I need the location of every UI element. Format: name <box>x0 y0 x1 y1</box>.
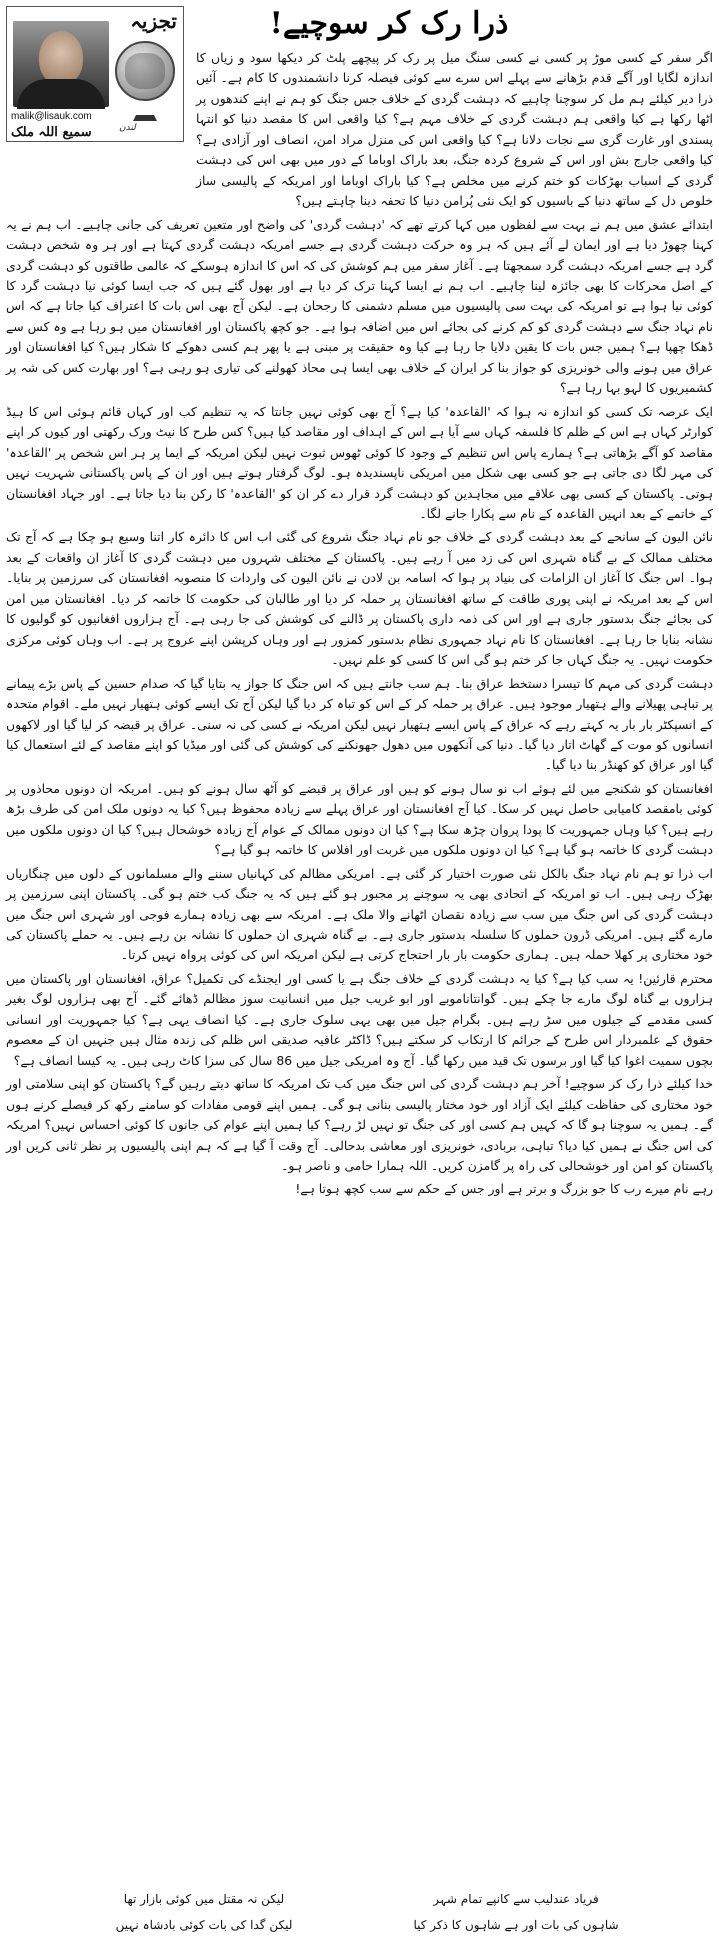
verse-row <box>60 1886 660 1912</box>
article-paragraph: نائن الیون کے سانحے کے بعد دہشت گردی کے خلاف جو نام نہاد جنگ شروع کی گئی اب اس کا دائرہ کار اتنا وسیع ہو چکا ہے کہ آج تک مختلف ممالک کے بے گناہ شہری اس کی زد میں آ رہے ہیں۔ پاکستان کے مختلف شہروں میں دہشت گردی کا آغاز ان واقعات کے بعد ہوا۔ اس جنگ کا آغاز ان الزامات کی بنیاد پر ہوا کہ اسامہ بن لادن نے نائن الیون کی واردات کا منصوبہ افغانستان کی سرزمین پر بنایا۔ اس کے بعد امریکہ نے اپنی پوری طاقت کے ساتھ افغانستان پر حملہ کر دیا اور طالبان کی حکومت کا خاتمہ کر دیا۔ افغانستان میں امن کی بجائے جنگ بدستور جاری ہے اور اس کی ذمہ داری پاکستان پر ڈالنے کی کوشش کی جا رہی ہے۔ آج ہزاروں افغانیوں کو گولیوں کا نشانہ بنایا جا رہا ہے۔ افغانستان کا نام نہاد جمہوری نظام بدستور کمزور ہے اور وہاں کرپشن اپنے عروج پر ہے۔ اب وہاں کوئی مرکزی حکومت نہیں۔ یہ جنگ کہاں جا کر ختم ہو گی اس کا کسی کو علم نہیں۔ <box>6 529 713 668</box>
section-tag: تجزیہ <box>130 9 177 33</box>
article-paragraph: اب ذرا تو ہم نام نہاد جنگ بالکل نئی صورت اختیار کر گئی ہے۔ امریکی مظالم کی کہانیاں سننے والے مسلمانوں کے دلوں میں چنگاریاں بھڑک رہی ہیں۔ اب تو امریکہ کے اتحادی بھی یہ سوچنے پر مجبور ہو گئے ہیں کہ یہ جنگ کب ختم ہو گی۔ پاکستان اپنی سرزمین پر دہشت گردی کی اس جنگ میں سب سے زیادہ نقصان اٹھانے والا ملک ہے۔ امریکہ سے بھی زیادہ ہمارے فوجی اور شہری اس جنگ میں مارے گئے ہیں۔ امریکی ڈرون حملوں کا سلسلہ بدستور جاری ہے۔ بے گناہ شہری ان حملوں کا نشانہ بن رہے ہیں۔ یہ حملے پاکستان کی خود مختاری پر کھلا حملہ ہیں۔ ہماری حکومت بار بار احتجاج کرتی ہے لیکن امریکہ اس کی کوئی پرواہ نہیں کرتا۔ <box>6 865 713 963</box>
article-closing: رہے نام میرے رب کا جو بزرگ و برتر ہے اور جس کے حکم سے سب کچھ ہوتا ہے! <box>295 1181 713 1197</box>
closing-verse <box>60 1886 660 1938</box>
page-title: ذرا رک کر سوچیے! <box>269 6 509 41</box>
verse-line: لیکن نہ مقتل میں کوئی بازار تھا <box>123 1892 285 1906</box>
article-paragraph: خدا کیلئے ذرا رک کر سوچیے! آخر ہم دہشت گردی کی اس جنگ میں کب تک امریکہ کا ساتھ دیتے رہیں گے؟ پاکستان کو اپنی سلامتی اور خود مختاری کی حفاظت کیلئے ایک آزاد اور خود مختار پالیسی بنانی ہو گی۔ ہمیں اپنے قومی مفادات کو سامنے رکھ کر فیصلے کرنے ہوں گے۔ ہمیں یہ سوچنا ہو گا کہ کہیں ہم کسی اور کی جنگ تو نہیں لڑ رہے؟ کیا ہمیں اپنے عوام کی جانوں کا کوئی احساس نہیں؟ امریکہ کی اس جنگ نے ہمیں کیا دیا؟ تباہی، بربادی، خونریزی اور معاشی بدحالی۔ آج وقت آ گیا ہے کہ ہم اپنی پالیسیوں پر نظر ثانی کریں اور پاکستان کو امن اور خوشحالی کی راہ پر گامزن کریں۔ اللہ ہمارا حامی و ناصر ہو۔ <box>6 1076 713 1174</box>
author-name: سمیع اللہ ملک <box>11 125 92 140</box>
article-paragraph: افغانستان کو شکنجے میں لئے ہوئے اب نو سال ہونے کو ہیں اور عراق پر قبضے کو آٹھ سال ہونے کو ہیں۔ امریکہ ان دونوں محاذوں پر کوئی بامقصد کامیابی حاصل نہیں کر سکا۔ کیا آج افغانستان اور عراق پہلے سے زیادہ محفوظ ہیں؟ کیا یہ دونوں ملک امن کی طرف بڑھ رہے ہیں؟ کیا وہاں جمہوریت کا پودا پروان چڑھ سکا ہے؟ کیا ان دونوں ممالک کے عوام آج زیادہ خوشحال ہیں؟ کیا ان دونوں ملکوں میں دہشت گردی کا خاتمہ ہو گیا ہے؟ کیا ان دونوں ملکوں میں غربت اور افلاس کا خاتمہ ہو گیا ہے؟ <box>6 780 713 858</box>
article-paragraph: دہشت گردی کی مہم کا تیسرا دستخط عراق بنا۔ ہم سب جانتے ہیں کہ اس جنگ کا جواز یہ بتایا گیا کہ صدام حسین کے پاس بڑے پیمانے پر تباہی پھیلانے والے ہتھیار موجود ہیں۔ عراق پر حملہ کر کے اس کو تباہ کر دیا گیا لیکن آج تک ایسے کوئی ہتھیار نہیں ملے۔ اقوام متحدہ کے انسپکٹر بار بار یہ کہتے رہے کہ عراق کے پاس ایسے ہتھیار نہیں لیکن امریکہ نے کسی کی نہ سنی۔ عراق پر قبضہ کر لیا گیا اور لاکھوں انسانوں کو موت کے گھاٹ اتار دیا گیا۔ دنیا کی آنکھوں میں دھول جھونکنے کی کوشش کی گئی اور میڈیا کو اپنے مقاصد کے لئے استعمال کیا گیا اور عراق کو کھنڈر بنا دیا گیا۔ <box>6 675 713 773</box>
article-paragraph: ایک عرصہ تک کسی کو اندازہ نہ ہوا کہ 'القاعدہ' کیا ہے؟ آج بھی کوئی نہیں جانتا کہ یہ تنظیم کب اور کہاں قائم ہوئی اس کا ہیڈ کوارٹر کہاں ہے اس کے ظلم کا فلسفہ کہاں سے آیا ہے اس کے اہداف اور مقاصد کیا ہیں؟ کس طرح کا نیٹ ورک رکھتی اور کیوں کر اپنے مقاصد کو آگے بڑھاتی ہے؟ ہمارے پاس اس تنظیم کے وجود کا کوئی ٹھوس ثبوت نہیں لیکن امریکہ کے ایما پر ہر اس شخص پر 'القاعدہ' کی مہر لگا دی جاتی ہے جو کسی بھی شکل میں امریکی ناپسندیدہ ہو۔ لوگ گرفتار ہوتے ہیں اور ان کے پاس پاکستانی شہریت نہیں ہوتی۔ پاکستان کے کسی بھی علاقے میں مجاہدین کو دہشت گرد قرار دے کر ان کو 'القاعدہ' کا رکن بنا دیا جاتا ہے۔ اور جہاد افغانستان کے خاتمے کے بعد انہیں القاعدہ کے نام سے پکارا جانے لگا۔ <box>6 403 713 521</box>
article-paragraph: محترم قارئین! یہ سب کیا ہے؟ کیا یہ دہشت گردی کے خلاف جنگ ہے یا کسی اور ایجنڈے کی تکمیل؟ عراق، افغانستان اور پاکستان میں ہزاروں بے گناہ لوگ مارے جا چکے ہیں۔ گوانتاناموبے اور ابو غریب جیل میں انسانیت سوز مظالم ڈھائے گئے۔ آج بھی ہزاروں لوگ بغیر کسی مقدمے کے جیلوں میں سڑ رہے ہیں۔ بگرام جیل میں بھی یہی سلوک جاری ہے۔ کیا انصاف یہی ہے؟ کیا جمہوریت اور انسانی حقوق کے علمبردار اس طرح کے جرائم کا ارتکاب کر سکتے ہیں؟ ڈاکٹر عافیہ صدیقی اس ظلم کی زندہ مثال ہیں جنہیں ان کے معصوم بچوں سمیت اغوا کیا گیا اور برسوں تک قید میں رکھا گیا۔ آج وہ امریکی جیل میں 86 سال کی سزا کاٹ رہی ہیں۔ یہ کیسا انصاف ہے؟ <box>6 970 713 1068</box>
article-paragraph: ابتدائے عشق میں ہم نے بہت سے لفظوں میں کہا کرتے تھے کہ 'دہشت گردی' کی واضح اور متعین تعریف کی جانی چاہیے۔ اب ہم نے یہ کہنا چھوڑ دیا ہے اور ایمان لے آئے ہیں کہ ہر وہ حرکت دہشت گردی ہے جسے امریکہ دہشت گردی کہتا ہے اور ہر وہ شخص دہشت گرد ہے جسے امریکہ دہشت گرد سمجھتا ہے۔ آغاز سفر میں ہم کوشش کی کہ اس کا اندازہ ہوسکے کہ عالمی طاقتوں کو دہشت گردی کے اصل محرکات کا بھی جائزہ لینا چاہیے۔ اب ہم نے ایسا کہنا ترک کر دیا ہے اور بھول گئے ہیں کہ جب ایسا کوئی نیا دہشت گرد کا کوئی نیا ہوا ہے تو امریکہ کی بہت سی پالیسیوں میں مسلم دشمنی کا رجحان ہے۔ لیکن آج بھی اس بات کا اعتراف کیا جاتا ہے کہ اس نام نہاد جنگ سے دہشت گردی کو کم کرنے کی بجائے اس میں اضافہ ہوا ہے۔ جو کچھ پاکستان اور افغانستان میں ہو رہا ہے وہ کس سے ڈھکا چھپا ہے؟ ہمیں جس بات کا یقین دلایا جا رہا ہے کیا وہ حقیقت پر مبنی ہے یا پھر ہم کسی دھوکے کا شکار ہیں؟ کیا افغانستان اور عراق میں ہونے والی خونریزی کو جواز بنا کر ایران کے خلاف بھی ایسا ہی محاذ کھولنے کی تیاری ہو رہی ہے؟ اور بھارت کس کی شہ پر کشمیریوں کا لہو بہا رہا ہے؟ <box>6 216 713 396</box>
verse-row <box>60 1912 660 1938</box>
globe-caption: لندن <box>119 123 136 133</box>
article-body <box>6 48 713 1203</box>
author-email[interactable]: malik@lisauk.com <box>11 111 92 122</box>
verse-line: فریاد عندلیب سے کانپے تمام شہر <box>433 1892 599 1906</box>
verse-line: لیکن گدا کی بات کوئی بادشاہ نہیں <box>115 1918 293 1932</box>
verse-line: شاہوں کی بات اور ہے شاہوں کا ذکر کیا <box>413 1918 619 1932</box>
article-paragraph: اگر سفر کے کسی موڑ پر کسی نے کسی سنگ میل پر رک کر پیچھے پلٹ کر دیکھا سود و زیاں کا اندازہ لگایا اور آگے قدم بڑھانے سے پہلے اس سرے سے کوئی فیصلہ کرنا دانشمندوں کا کام ہے۔ آئیں ذرا دیر کیلئے ہم مل کر سوچنا چاہیے کہ دہشت گردی کے خلاف جس جنگ کو ہم نے اپنے کندھوں پر اٹھا رکھا ہے کیا واقعی ہم دہشت گردی کے خلاف مہم ہے؟ کیا واقعی اس کا مقصد دنیا کو انتہا پسندی اور غارت گری سے نجات دلانا ہے؟ کیا واقعی اس کی منزل مراد امن، انصاف اور آزادی ہے؟ کیا واقعی جارج بش اور اس کے شروع کردہ جنگ، بعد باراک اوباما کے دور میں بھی اس کی دہشت گردی کے اسباب بھڑکات کو ختم کرنے میں مخلص ہے؟ کیا باراک اوباما اور امریکہ کے پالیسی ساز خلوص دل کے ساتھ دنیا کے باسیوں کو ایک نئی پُرامن دنیا کا تحفہ دینا چاہتے ہیں؟ <box>196 50 713 209</box>
